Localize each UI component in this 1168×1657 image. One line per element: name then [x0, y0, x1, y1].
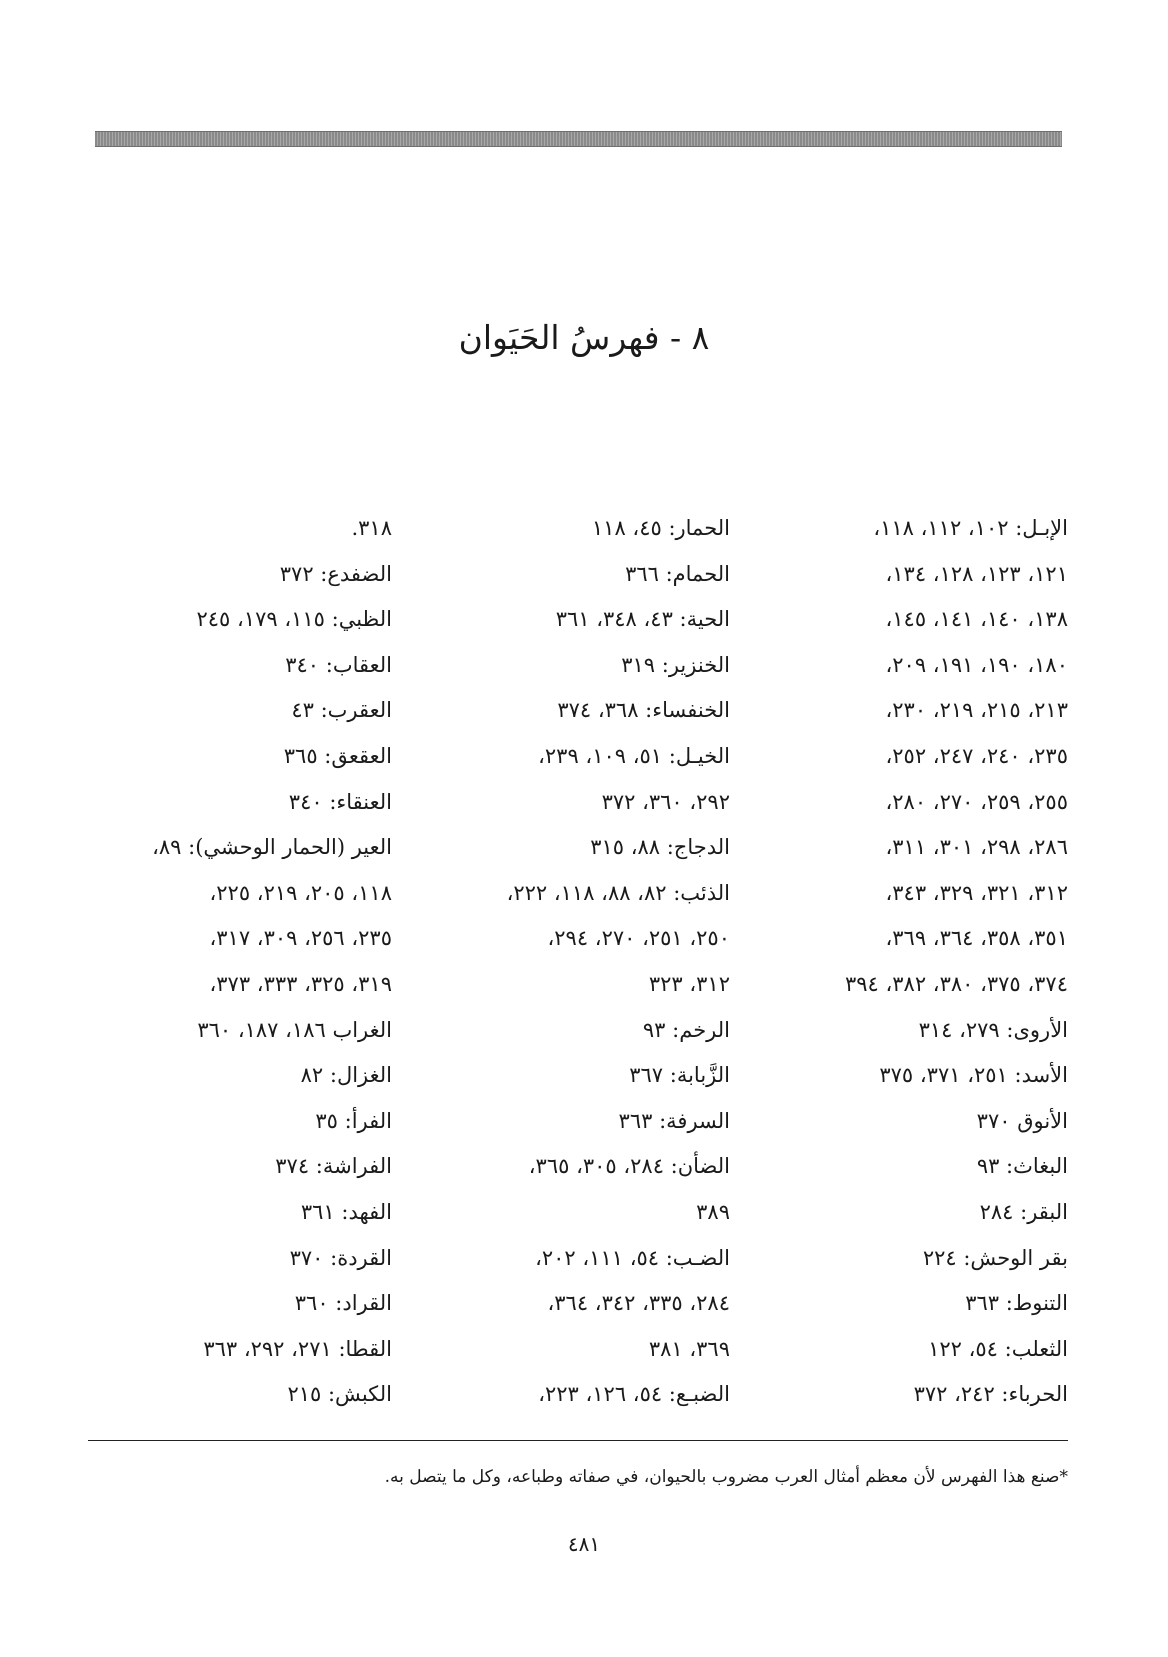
- header-band: [95, 131, 1062, 147]
- index-columns: [80, 506, 1068, 1418]
- index-entry-line: ٣٦٩، ٣٨١: [648, 1336, 730, 1361]
- index-entry-line: الخنزير: ٣١٩: [621, 652, 730, 677]
- index-entry-line: ١٣٨، ١٤٠، ١٤١، ١٤٥،: [885, 607, 1068, 632]
- index-entry-line: ٢٩٢، ٣٦٠، ٣٧٢: [601, 789, 730, 814]
- index-entry-line: الفراشة: ٣٧٤: [275, 1154, 392, 1179]
- index-entry-line: الخنفساء: ٣٦٨، ٣٧٤: [557, 698, 730, 723]
- index-entry-line: الأنوق ٣٧٠: [976, 1108, 1068, 1133]
- index-entry-line: الزَّبابة: ٣٦٧: [629, 1063, 730, 1088]
- index-entry-line: التنوط: ٣٦٣: [965, 1291, 1068, 1316]
- index-entry-line: الحرباء: ٢٤٢، ٣٧٢: [913, 1382, 1068, 1407]
- index-entry-line: الذئب: ٨٢، ٨٨، ١١٨، ٢٢٢،: [506, 880, 730, 905]
- index-entry-line: الكبش: ٢١٥: [287, 1382, 392, 1407]
- index-entry-line: ٣١٨.: [351, 516, 392, 540]
- index-entry-line: البغاث: ٩٣: [976, 1154, 1068, 1179]
- index-entry-line: الثعلب: ٥٤، ١٢٢: [928, 1336, 1068, 1361]
- index-entry-line: الخيـل: ٥١، ١٠٩، ٢٣٩،: [538, 743, 730, 768]
- index-entry-line: القراد: ٣٦٠: [294, 1291, 392, 1316]
- index-entry-line: الفرأ: ٣٥: [315, 1108, 392, 1133]
- page-number: ٤٨١: [567, 1532, 601, 1556]
- index-column-middle: [418, 506, 730, 1418]
- index-entry-line: الحية: ٤٣، ٣٤٨، ٣٦١: [555, 607, 730, 632]
- index-column-right: [756, 506, 1068, 1418]
- index-entry-line: ٣١٢، ٣٢١، ٣٢٩، ٣٤٣،: [885, 880, 1068, 905]
- index-entry-line: الأسد: ٢٥١، ٣٧١، ٣٧٥: [879, 1063, 1068, 1088]
- index-entry-line: ٢٣٥، ٢٥٦، ٣٠٩، ٣١٧،: [209, 926, 392, 951]
- index-entry-line: ١٢١، ١٢٣، ١٢٨، ١٣٤،: [885, 561, 1068, 586]
- index-entry-line: بقر الوحش: ٢٢٤: [922, 1245, 1068, 1270]
- index-entry-line: الحمام: ٣٦٦: [625, 561, 730, 586]
- index-entry-line: القطا: ٢٧١، ٢٩٢، ٣٦٣: [203, 1336, 392, 1361]
- index-entry-line: ٣١٢، ٣٢٣: [648, 971, 730, 996]
- page-title: ٨ - فهرسُ الحَيَوان: [458, 318, 710, 357]
- index-entry-line: الإبـل: ١٠٢، ١١٢، ١١٨،: [873, 516, 1068, 540]
- index-entry-line: ١٨٠، ١٩٠، ١٩١، ٢٠٩،: [885, 652, 1068, 677]
- index-entry-line: السرفة: ٣٦٣: [618, 1108, 730, 1133]
- index-entry-line: الأروى: ٢٧٩، ٣١٤: [918, 1017, 1068, 1042]
- footnote-divider: [88, 1440, 1068, 1441]
- index-entry-line: العنقاء: ٣٤٠: [288, 789, 392, 814]
- footnote: *صنع هذا الفهرس لأن معظم أمثال العرب مضروب بالحيوان، في صفاته وطباعه، وكل ما يتصل به.: [384, 1467, 1068, 1487]
- index-entry-line: ٢٨٤، ٣٣٥، ٣٤٢، ٣٦٤،: [547, 1291, 730, 1316]
- index-entry-line: ٢٥٥، ٢٥٩، ٢٧٠، ٢٨٠،: [885, 789, 1068, 814]
- index-entry-line: الدجاج: ٨٨، ٣١٥: [590, 835, 730, 860]
- index-entry-line: ٢١٣، ٢١٥، ٢١٩، ٢٣٠،: [885, 698, 1068, 723]
- index-entry-line: ٣٧٤، ٣٧٥، ٣٨٠، ٣٨٢، ٣٩٤: [844, 971, 1068, 996]
- index-entry-line: الغراب ١٨٦، ١٨٧، ٣٦٠: [197, 1017, 392, 1042]
- index-entry-line: العقرب: ٤٣: [291, 698, 392, 723]
- index-entry-line: الضأن: ٢٨٤، ٣٠٥، ٣٦٥،: [528, 1154, 730, 1179]
- index-entry-line: العير (الحمار الوحشي): ٨٩،: [152, 835, 392, 860]
- index-entry-line: ٣٥١، ٣٥٨، ٣٦٤، ٣٦٩،: [885, 926, 1068, 951]
- index-entry-line: ٣٨٩: [696, 1199, 730, 1224]
- index-entry-line: الضـب: ٥٤، ١١١، ٢٠٢،: [535, 1245, 730, 1270]
- index-entry-line: البقر: ٢٨٤: [979, 1199, 1068, 1224]
- index-entry-line: الحمار: ٤٥، ١١٨: [591, 516, 730, 540]
- index-entry-line: ٣١٩، ٣٢٥، ٣٣٣، ٣٧٣،: [209, 971, 392, 996]
- index-entry-line: ٢٣٥، ٢٤٠، ٢٤٧، ٢٥٢،: [885, 743, 1068, 768]
- index-entry-line: ١١٨، ٢٠٥، ٢١٩، ٢٢٥،: [209, 880, 392, 905]
- index-entry-line: الغزال: ٨٢: [300, 1063, 392, 1088]
- index-entry-line: الضبـع: ٥٤، ١٢٦، ٢٢٣،: [538, 1382, 730, 1407]
- index-column-left: [80, 506, 392, 1418]
- index-entry-line: ٢٨٦، ٢٩٨، ٣٠١، ٣١١،: [885, 835, 1068, 860]
- index-entry-line: العقعق: ٣٦٥: [283, 743, 392, 768]
- index-entry-line: القردة: ٣٧٠: [289, 1245, 392, 1270]
- index-entry-line: العقاب: ٣٤٠: [285, 652, 392, 677]
- index-entry-line: الضفدع: ٣٧٢: [279, 561, 392, 586]
- index-entry-line: الرخم: ٩٣: [642, 1017, 730, 1042]
- index-entry-line: الظبي: ١١٥، ١٧٩، ٢٤٥: [196, 607, 392, 632]
- index-entry-line: ٢٥٠، ٢٥١، ٢٧٠، ٢٩٤،: [547, 926, 730, 951]
- index-entry-line: الفهد: ٣٦١: [300, 1199, 392, 1224]
